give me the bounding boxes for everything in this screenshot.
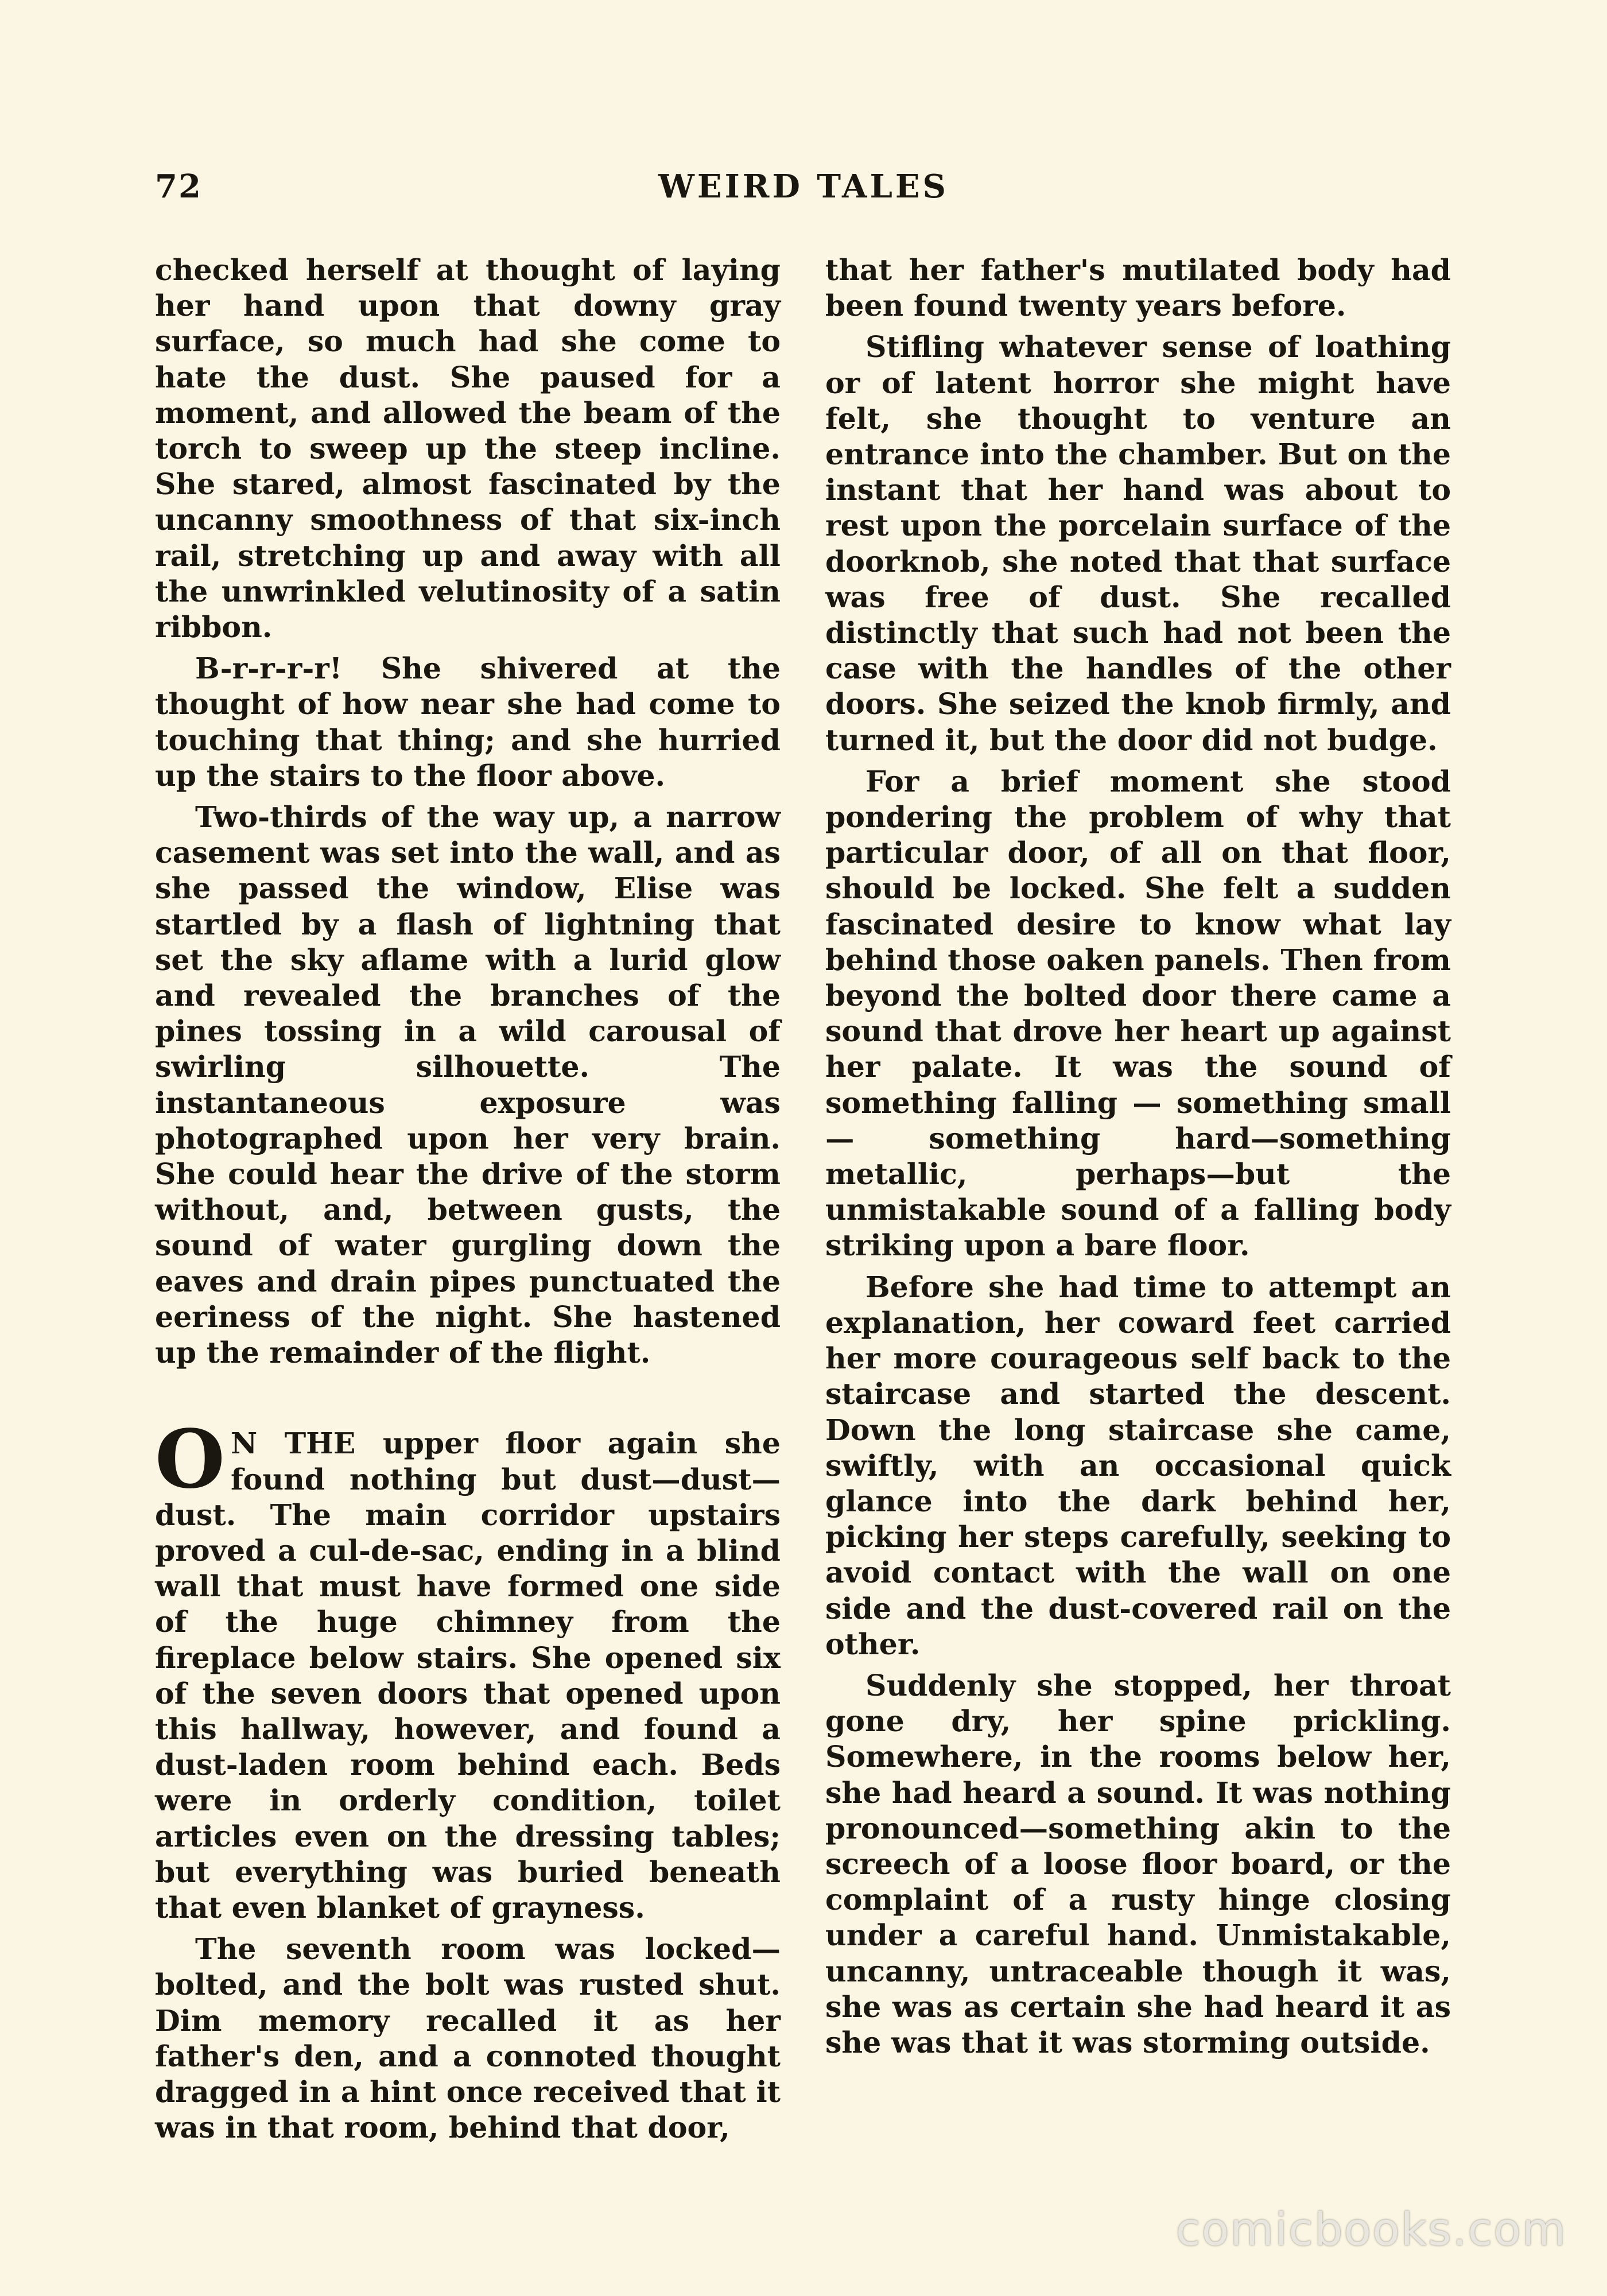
paragraph: checked herself at thought of laying her hand upon that downy gray surface, so much had she come to hate the dust. She paused for a moment, and allowed the beam of the torch to sweep up the steep incline. She stared, almost fascinated by the uncanny smoothness of that six-inch rail, stretching up and away with all the unwrinkled velutinosity of a satin ribbon. xyxy=(155,253,781,645)
paragraph-text: N THE upper floor again she found nothing but dust—dust—dust. The main corridor upstairs proved a cul-de-sac, ending in a blind wall that must have formed one side of the huge chimney from the fireplace below stairs. She opened six of the seven doors that opened upon this hallway, however, and found a dust-laden room behind each. Beds were in orderly condition, toilet articles even on the dressing tables; but everything was buried beneath that even blanket of grayness. xyxy=(155,1426,781,1925)
paragraph: B-r-r-r-r! She shivered at the thought of how near she had come to touching that thing; and she hurried up the stairs to the floor above. xyxy=(155,651,781,793)
paragraph: The seventh room was locked—bolted, and the bolt was rusted shut. Dim memory recalled it as her father's den, and a connoted thought dragged in a hint once received that it was in that room, behind that door, xyxy=(155,1932,781,2145)
paragraph: For a brief moment she stood pondering the problem of why that particular door, of all on that floor, should be locked. She felt a sudden fascinated desire to know what lay behind those oaken panels. Then from beyond the bolted door there came a sound that drove her heart up against her palate. It was the sound of something falling — something small — something hard—something metallic, perhaps—but the unmistakable sound of a falling body striking upon a bare floor. xyxy=(825,764,1451,1263)
paragraph: Suddenly she stopped, her throat gone dry, her spine prickling. Somewhere, in the rooms below her, she had heard a sound. It was nothing pronounced—something akin to the screech of a loose floor board, or the complaint of a rusty hinge closing under a careful hand. Unmistakable, uncanny, untraceable though it was, she was as certain she had heard it as she was that it was storming outside. xyxy=(825,1668,1451,2060)
left-column xyxy=(155,253,781,2151)
drop-cap: O xyxy=(155,1413,225,1507)
paragraph: Two-thirds of the way up, a narrow casement was set into the wall, and as she passed the window, Elise was startled by a flash of lightning that set the sky aflame with a lurid glow and revealed the branches of the pines tossing in a wild carousal of swirling silhouette. The instantaneous exposure was photographed upon her very brain. She could hear the drive of the storm without, and, between gusts, the sound of water gurgling down the eaves and drain pipes punctuated the eeriness of the night. She hastened up the remainder of the flight. xyxy=(155,800,781,1370)
page-number: 72 xyxy=(155,168,202,205)
watermark: comicbooks.com xyxy=(1175,2204,1567,2256)
paragraph: Stifling whatever sense of loathing or of latent horror she might have felt, she thought to venture an entrance into the chamber. But on the instant that her hand was about to rest upon the porcelain surface of the doorknob, she noted that that surface was free of dust. She recalled distinctly that such had not been the case with the handles of the other doors. She seized the knob firmly, and turned it, but the door did not budge. xyxy=(825,330,1451,757)
paragraph: that her father's mutilated body had been found twenty years before. xyxy=(825,253,1451,323)
right-column xyxy=(825,253,1451,2066)
paragraph: Before she had time to attempt an explanation, her coward feet carried her more courageous self back to the staircase and started the descent. Down the long staircase she came, swiftly, with an occasional quick glance into the dark behind her, picking her steps carefully, seeking to avoid contact with the wall on one side and the dust-covered rail on the other. xyxy=(825,1270,1451,1661)
running-head-title: WEIRD TALES xyxy=(658,168,949,205)
section-paragraph xyxy=(155,1413,781,1926)
